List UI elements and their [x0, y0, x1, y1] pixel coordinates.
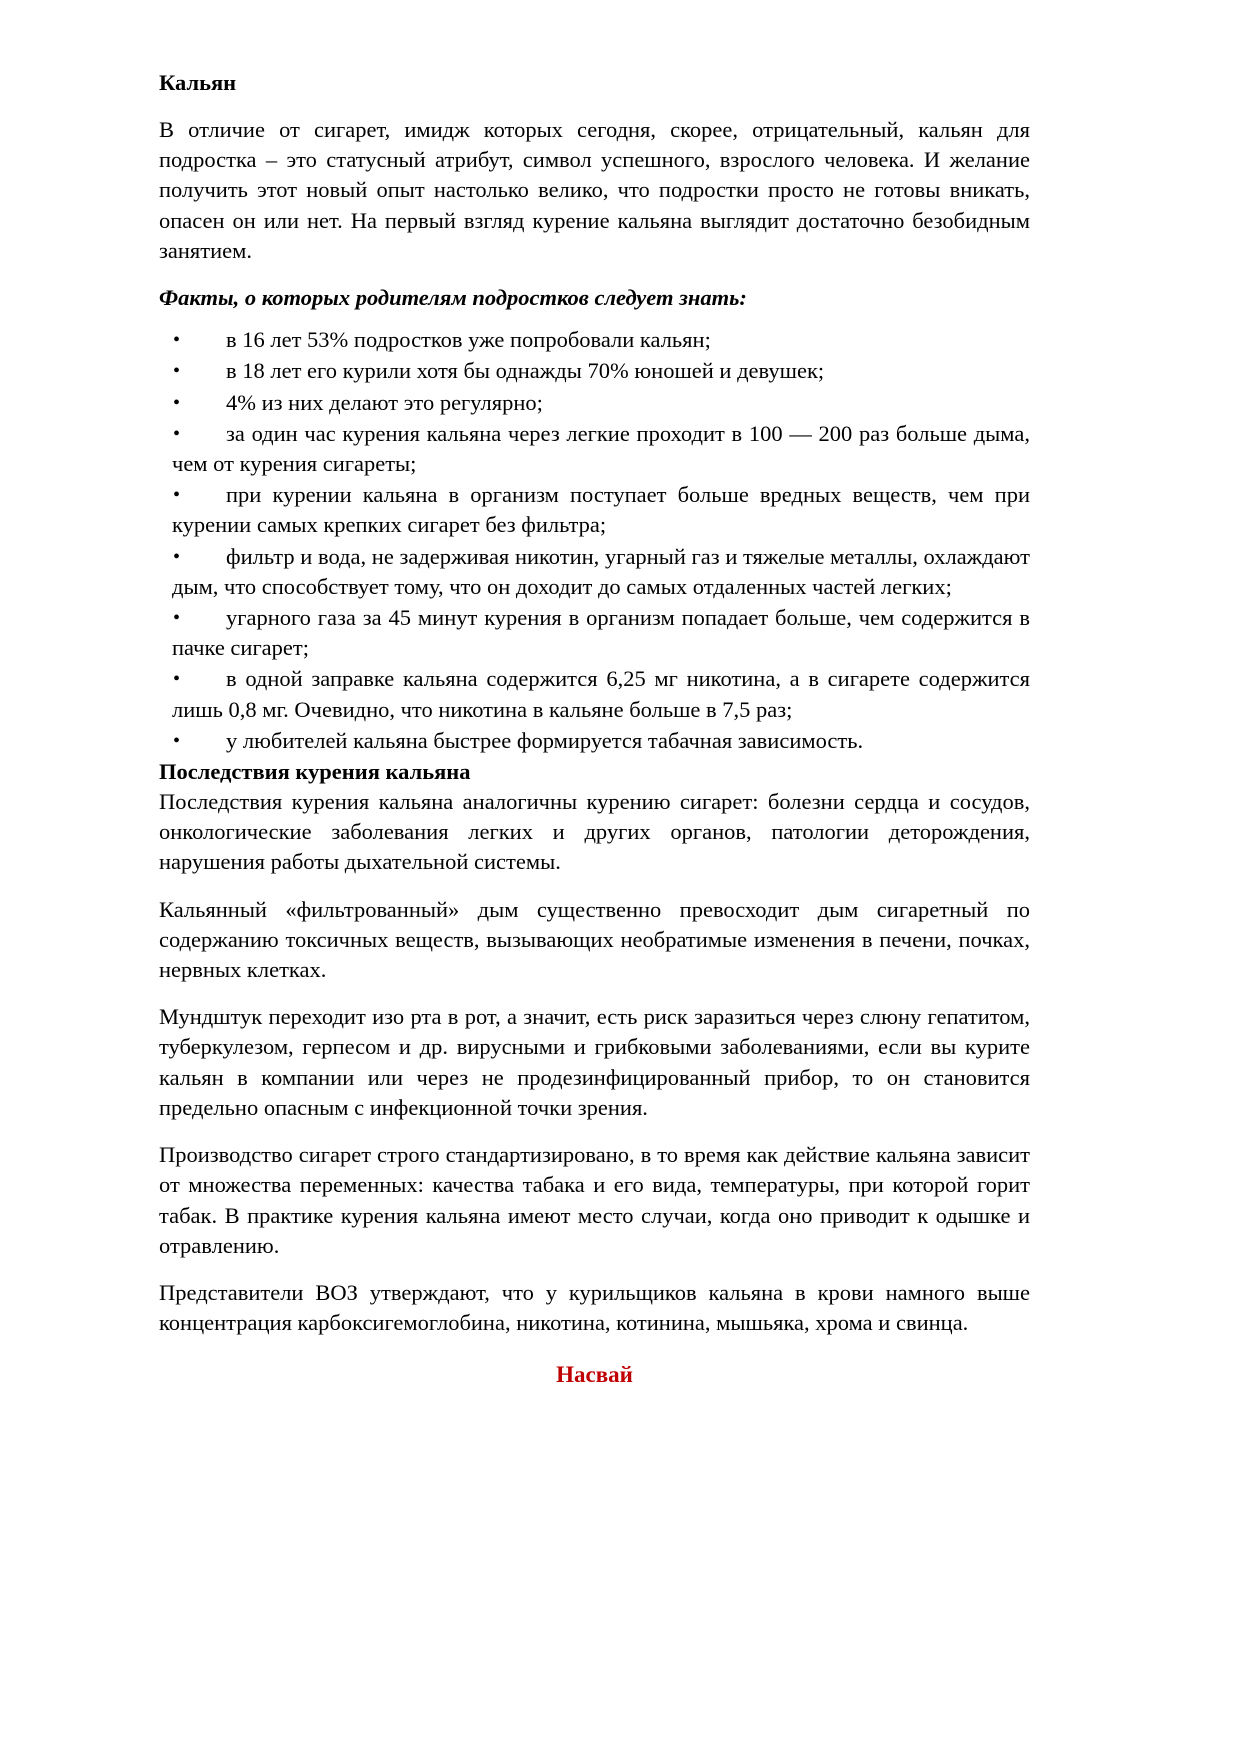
fact-item [159, 356, 1030, 386]
facts-heading: Факты, о которых родителям подростков следует знать: [159, 285, 747, 311]
fact-text: за один час курения кальяна через легкие проходит в 100 — 200 раз больше дыма, чем от курения сигареты; [172, 420, 1030, 477]
fact-item [159, 603, 1030, 663]
production-paragraph: Производство сигарет строго стандартизировано, в то время как действие кальяна зависит от множества переменных: качества табака и его вида, температуры, при которой горит табак. В практике курения кальяна имеют место случаи, когда оно приводит к одышке и отравлению. [159, 1142, 1030, 1258]
bullet-icon: • [173, 329, 181, 352]
document-page [159, 68, 1030, 1391]
bullet-icon: • [173, 484, 181, 507]
bullet-icon: • [173, 607, 181, 630]
fact-text: у любителей кальяна быстрее формируется табачная зависимость. [226, 727, 864, 753]
fact-item [159, 325, 1030, 355]
bullet-icon: • [173, 360, 181, 383]
fact-text: при курении кальяна в организм поступает больше вредных веществ, чем при курении самых крепких сигарет без фильтра; [172, 482, 1030, 538]
fact-item [159, 542, 1030, 602]
bullet-icon: • [173, 422, 181, 445]
fact-text: в 18 лет его курили хотя бы однажды 70% юношей и девушек; [226, 358, 825, 384]
facts-list [159, 325, 1030, 756]
bullet-icon: • [173, 729, 181, 752]
filtered-smoke-paragraph: Кальянный «фильтрованный» дым существенно превосходит дым сигаретный по содержанию токсичных веществ, вызывающих необратимые изменения в печени, почках, нервных клетках. [159, 896, 1030, 983]
fact-item [159, 480, 1030, 540]
fact-text: угарного газа за 45 минут курения в организм попадает больше, чем содержится в пачке сигарет; [172, 605, 1030, 661]
intro-paragraph: В отличие от сигарет, имидж которых сегодня, скорее, отрицательный, кальян для подростка – это статусный атрибут, символ успешного, взрослого человека. И желание получить этот новый опыт настолько велико, что подростки просто не готовы вникать, опасен он или нет. На первый взгляд курение кальяна выглядит достаточно безобидным занятием. [159, 117, 1030, 263]
fact-text: в одной заправке кальяна содержится 6,25 мг никотина, а в сигарете содержится лишь 0,8 мг. Очевидно, что никотина в кальяне больше в 7,5 раз; [172, 666, 1030, 722]
fact-text: фильтр и вода, не задерживая никотин, угарный газ и тяжелые металлы, охлаждают дым, что способствует тому, что он доходит до самых отдаленных частей легких; [172, 543, 1030, 599]
fact-text: в 16 лет 53% подростков уже попробовали кальян; [226, 327, 711, 353]
bullet-icon: • [173, 545, 181, 568]
fact-text: 4% из них делают это регулярно; [226, 389, 543, 415]
fact-item [159, 388, 1030, 418]
bullet-icon: • [173, 391, 181, 414]
who-paragraph: Представители ВОЗ утверждают, что у курильщиков кальяна в крови намного выше концентрация карбоксигемоглобина, никотина, котинина, мышьяка, хрома и свинца. [159, 1279, 1030, 1336]
fact-item [159, 664, 1030, 724]
next-section-heading: Насвай [556, 1362, 633, 1388]
bullet-icon: • [173, 668, 181, 691]
consequences-heading: Последствия курения кальяна [159, 759, 471, 785]
fact-item [159, 419, 1030, 479]
fact-item [159, 726, 1030, 756]
mouthpiece-paragraph: Мундштук переходит изо рта в рот, а значит, есть риск заразиться через слюну гепатитом, туберкулезом, герпесом и др. вирусными и грибковыми заболеваниями, если вы курите кальян в компании или через не продезинфицированный прибор, то он становится предельно опасным с инфекционной точки зрения. [159, 1004, 1030, 1120]
consequences-paragraph: Последствия курения кальяна аналогичны курению сигарет: болезни сердца и сосудов, онкологические заболевания легких и других органов, патологии деторождения, нарушения работы дыхательной системы. [159, 789, 1030, 875]
page-title: Кальян [159, 70, 237, 95]
